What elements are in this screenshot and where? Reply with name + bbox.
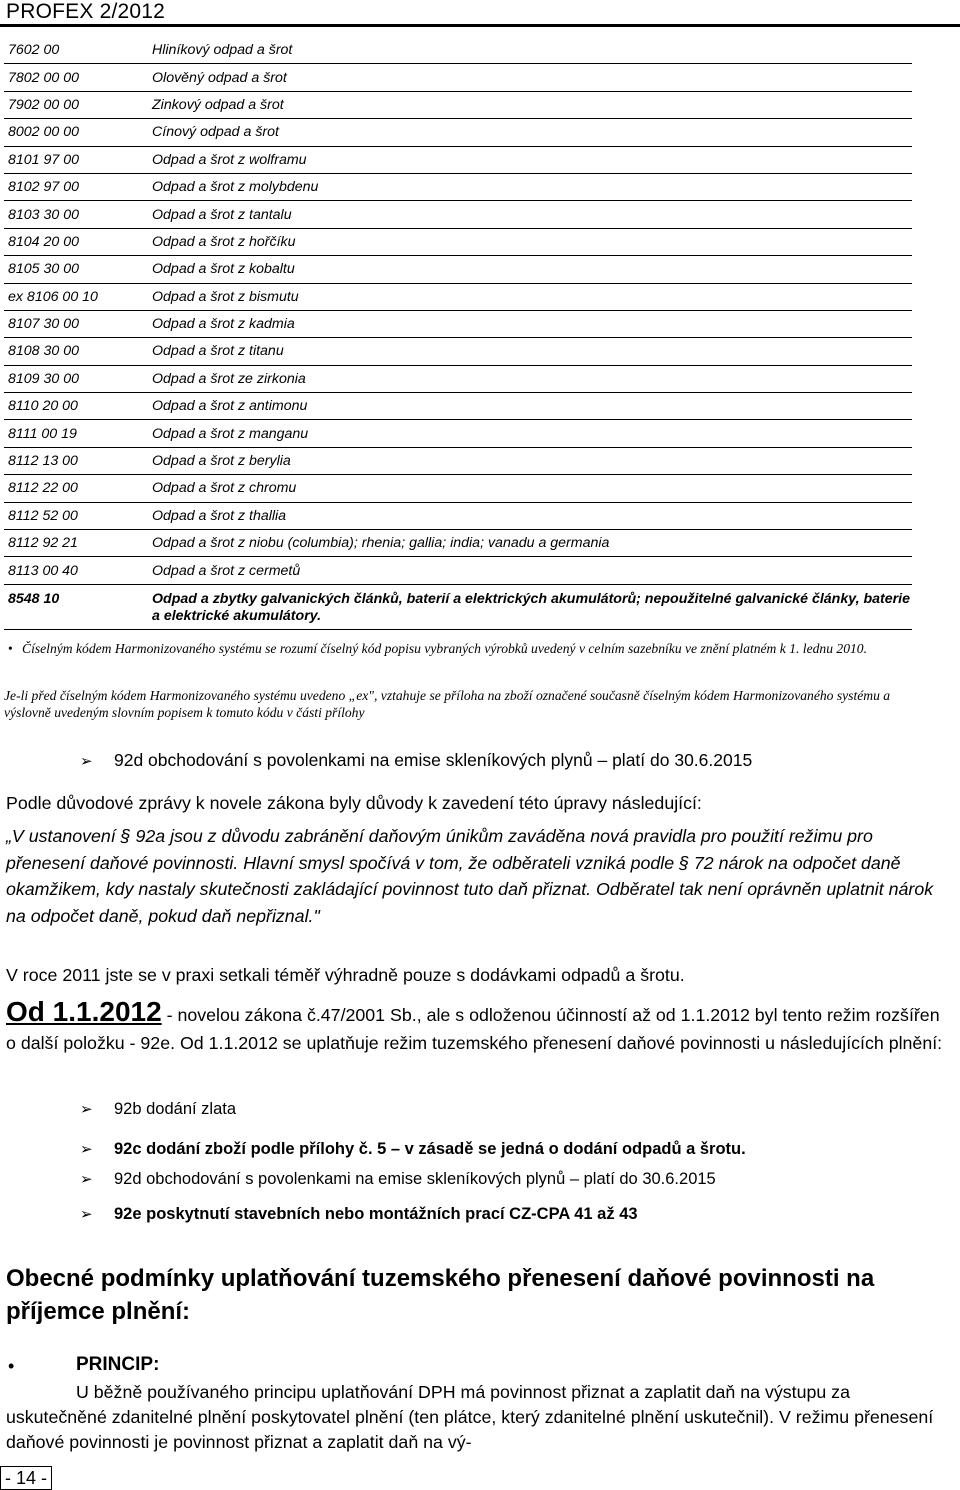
table-row xyxy=(4,310,912,337)
description-cell: Odpad a šrot z titanu xyxy=(148,338,912,365)
table-row xyxy=(4,91,912,118)
table-row xyxy=(4,256,912,283)
description-cell: Odpad a šrot z cermetů xyxy=(148,557,912,584)
description-cell: Odpad a šrot z wolframu xyxy=(148,146,912,173)
description-cell: Odpad a šrot z hořčíku xyxy=(148,228,912,255)
description-cell: Odpad a šrot z berylia xyxy=(148,447,912,474)
description-cell: Odpad a šrot z bismutu xyxy=(148,283,912,310)
arrow-bullet-icon: ➢ xyxy=(80,1101,93,1118)
description-cell: Odpad a šrot z kobaltu xyxy=(148,256,912,283)
table-row xyxy=(4,146,912,173)
table-row xyxy=(4,475,912,502)
list-item-text: 92e poskytnutí stavebních nebo montážních prací CZ-CPA 41 až 43 xyxy=(114,1205,638,1223)
hs-code-cell: 8112 13 00 xyxy=(4,447,148,474)
table-row xyxy=(4,283,912,310)
description-cell: Olověný odpad a šrot xyxy=(148,64,912,91)
list-item xyxy=(80,1140,746,1159)
table-row xyxy=(4,584,912,629)
section-heading: Obecné podmínky uplatňování tuzemského přenesení daňové povinnosti na příjemce plnění: xyxy=(6,1265,875,1325)
note-hs-code-text: Číselným kódem Harmonizovaného systému se rozumí číselný kód popisu vybraných výrobků uvedený v celním sazebníku ve znění platném k 1. lednu 2010. xyxy=(22,641,867,656)
description-cell: Hliníkový odpad a šrot xyxy=(148,37,912,64)
arrow-bullet-icon: ➢ xyxy=(80,1206,93,1223)
hs-code-cell: 8107 30 00 xyxy=(4,310,148,337)
list-item xyxy=(80,1100,236,1119)
description-cell: Odpad a zbytky galvanických článků, baterií a elektrických akumulátorů; nepoužitelné galvanické články, baterie a elektrické akumulátory. xyxy=(148,584,912,629)
hs-code-cell: 8112 92 21 xyxy=(4,530,148,557)
description-cell: Odpad a šrot z chromu xyxy=(148,475,912,502)
hs-code-cell: 8002 00 00 xyxy=(4,119,148,146)
table-row xyxy=(4,64,912,91)
list-item-text: 92c dodání zboží podle přílohy č. 5 – v zásadě se jedná o dodání odpadů a šrotu. xyxy=(114,1140,746,1158)
princip-label: PRINCIP: xyxy=(76,1354,160,1375)
quote-explanatory-memo: „V ustanovení § 92a jsou z důvodu zabránění daňovým únikům zaváděna nová pravidla pro použití režimu pro přenesení daňové povinnosti. Hlavní smysl spočívá v tom, že odběrateli vzniká podle § 72 nárok na odpočet daně okamžikem, kdy nastaly skutečnosti zakládající povinnost tuto daň přiznat. Odběratel tak není oprávněn uplatnit nárok na odpočet daně, pokud daň nepřiznal." xyxy=(6,826,934,926)
table-row xyxy=(4,393,912,420)
waste-code-table xyxy=(4,37,912,630)
list-item-text: 92b dodání zlata xyxy=(114,1100,237,1118)
paragraph-od-2012 xyxy=(6,998,948,1057)
description-cell: Odpad a šrot z molybdenu xyxy=(148,173,912,200)
table-row xyxy=(4,338,912,365)
bullet-icon: • xyxy=(8,641,13,656)
table-row xyxy=(4,37,912,64)
description-cell: Odpad a šrot ze zirkonia xyxy=(148,365,912,392)
hs-code-cell: 7902 00 00 xyxy=(4,91,148,118)
od-text: - novelou zákona č.47/2001 Sb., ale s odloženou účinností až od 1.1.2012 byl tento režim rozšířen o další položku - 92e. Od 1.1.2012 se uplatňuje režim tuzemského přenesení daňové povinnosti u následujících plnění: xyxy=(6,1005,943,1053)
hs-code-cell: 7802 00 00 xyxy=(4,64,148,91)
table-row xyxy=(4,228,912,255)
list-item-text: 92d obchodování s povolenkami na emise skleníkových plynů – platí do 30.6.2015 xyxy=(114,1170,716,1188)
table-row xyxy=(4,173,912,200)
list-item xyxy=(80,1170,716,1189)
table-row xyxy=(4,365,912,392)
hs-code-cell: 7602 00 xyxy=(4,37,148,64)
princip-text-body: U běžně používaného principu uplatňování DPH má povinnost přiznat a zaplatit daň na výstupu za uskutečněné zdanitelné plnění poskytovatel plnění (ten plátce, který zdanitelné plnění uskutečnil). V režimu přenesení daňové povinnosti je povinnost přiznat a zaplatit daň na vý- xyxy=(6,1382,934,1452)
hs-code-cell: 8102 97 00 xyxy=(4,173,148,200)
hs-code-cell: 8113 00 40 xyxy=(4,557,148,584)
description-cell: Zinkový odpad a šrot xyxy=(148,91,912,118)
arrow-bullet-icon: ➢ xyxy=(80,1171,93,1188)
paragraph-reasons: Podle důvodové zprávy k novele zákona byly důvody k zavedení této úpravy následující: xyxy=(6,793,702,813)
table-row xyxy=(4,530,912,557)
princip-text xyxy=(6,1380,948,1455)
description-cell: Odpad a šrot z kadmia xyxy=(148,310,912,337)
arrow-bullet-icon: ➢ xyxy=(80,1141,93,1158)
od-date-heading: Od 1.1.2012 xyxy=(6,996,162,1027)
description-cell: Odpad a šrot z tantalu xyxy=(148,201,912,228)
hs-code-cell: 8101 97 00 xyxy=(4,146,148,173)
hs-code-cell: 8548 10 xyxy=(4,584,148,629)
section-92d-item xyxy=(80,750,752,771)
table-row xyxy=(4,447,912,474)
description-cell: Odpad a šrot z thallia xyxy=(148,502,912,529)
hs-code-cell: 8110 20 00 xyxy=(4,393,148,420)
note-hs-code xyxy=(4,640,916,657)
hs-code-cell: 8103 30 00 xyxy=(4,201,148,228)
table-row xyxy=(4,201,912,228)
table-row xyxy=(4,119,912,146)
description-cell: Odpad a šrot z manganu xyxy=(148,420,912,447)
section-92d-text: 92d obchodování s povolenkami na emise skleníkových plynů – platí do 30.6.2015 xyxy=(114,750,753,770)
paragraph-2011: V roce 2011 jste se v praxi setkali téměř výhradně pouze s dodávkami odpadů a šrotu. xyxy=(6,965,685,985)
arrow-bullet-icon: ➢ xyxy=(80,753,93,770)
hs-code-cell: 8105 30 00 xyxy=(4,256,148,283)
hs-code-cell: 8112 22 00 xyxy=(4,475,148,502)
description-cell: Cínový odpad a šrot xyxy=(148,119,912,146)
table-row xyxy=(4,420,912,447)
hs-code-cell: 8112 52 00 xyxy=(4,502,148,529)
list-item xyxy=(80,1205,638,1224)
description-cell: Odpad a šrot z antimonu xyxy=(148,393,912,420)
table-row xyxy=(4,557,912,584)
table-row xyxy=(4,502,912,529)
hs-code-cell: 8104 20 00 xyxy=(4,228,148,255)
bullet-icon: • xyxy=(8,1356,15,1376)
description-cell: Odpad a šrot z niobu (columbia); rhenia; gallia; india; vanadu a germania xyxy=(148,530,912,557)
hs-code-cell: ex 8106 00 10 xyxy=(4,283,148,310)
hs-code-cell: 8111 00 19 xyxy=(4,420,148,447)
header-divider xyxy=(0,24,960,27)
hs-code-cell: 8109 30 00 xyxy=(4,365,148,392)
document-header: PROFEX 2/2012 xyxy=(6,0,166,23)
hs-code-cell: 8108 30 00 xyxy=(4,338,148,365)
page-number: - 14 - xyxy=(0,1466,52,1490)
note-ex-prefix: Je-li před číselným kódem Harmonizovaného systému uvedeno „ex", vztahuje se příloha na zboží označené současně číselným kódem Harmonizovaného systému a výslovně uvedeným slovním popisem k tomuto kódu v části přílohy xyxy=(4,688,891,720)
